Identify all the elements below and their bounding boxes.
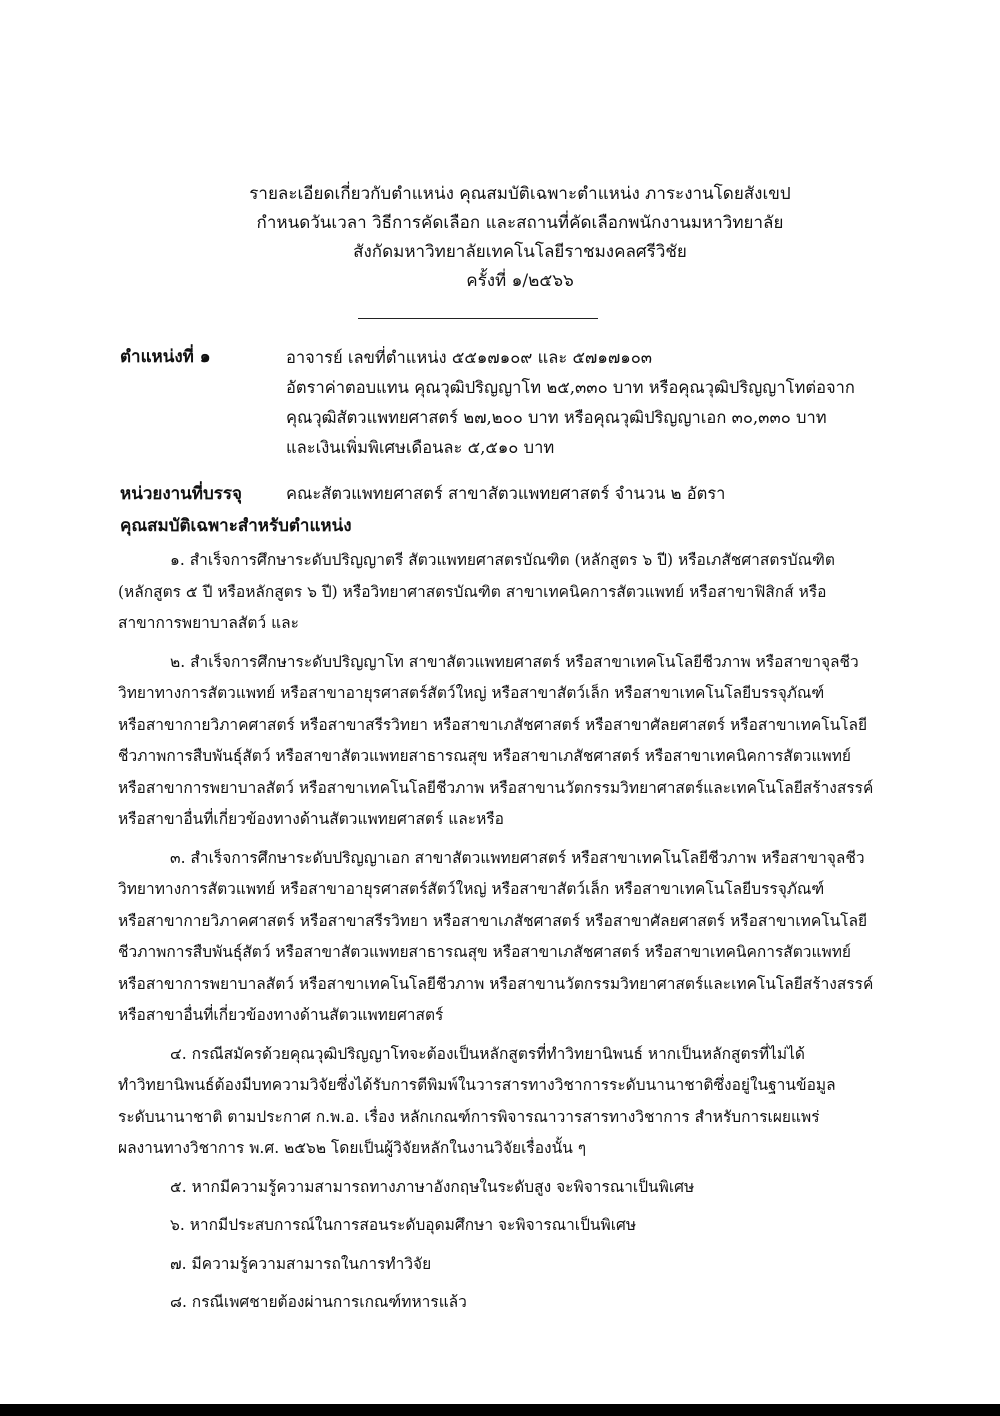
qualifications-heading: คุณสมบัติเฉพาะสำหรับตำแหน่ง: [120, 516, 352, 536]
position-line: คุณวุฒิสัตวแพทยศาสตร์ ๒๗,๒๐๐ บาท หรือคุณวุฒิปริญญาเอก ๓๐,๓๓๐ บาท: [286, 408, 827, 427]
qualification-line: ชีวภาพการสืบพันธุ์สัตว์ หรือสาขาสัตวแพทยสาธารณสุข หรือสาขาเภสัชศาสตร์ หรือสาขาเทคนิคการสัตวแพทย์: [118, 747, 852, 765]
qualification-line: ระดับนานาชาติ ตามประกาศ ก.พ.อ. เรื่อง หลักเกณฑ์การพิจารณาวารสารทางวิชาการ สำหรับการเผยแพร่: [118, 1107, 820, 1126]
title-divider: [358, 318, 598, 319]
position-line: อาจารย์ เลขที่ตำแหน่ง ๕๕๑๗๑๐๙ และ ๕๗๑๗๑๐๓: [286, 348, 653, 367]
qualification-line: ๔. กรณีสมัครด้วยคุณวุฒิปริญญาโทจะต้องเป็นหลักสูตรที่ทำวิทยานิพนธ์ หากเป็นหลักสูตรที่ไม่ได้: [170, 1044, 805, 1063]
qualification-item: [118, 1039, 878, 1165]
title-line: รายละเอียดเกี่ยวกับตำแหน่ง คุณสมบัติเฉพาะตำแหน่ง ภาระงานโดยสังเขป: [249, 184, 791, 204]
qualification-line: ๑. สำเร็จการศึกษาระดับปริญญาตรี สัตวแพทยศาสตรบัณฑิต (หลักสูตร ๖ ปี) หรือเภสัชศาสตรบัณฑิต: [170, 551, 835, 569]
qualification-line: ๕. หากมีความรู้ความสามารถทางภาษาอังกฤษในระดับสูง จะพิจารณาเป็นพิเศษ: [170, 1177, 695, 1196]
qualification-line: หรือสาขาอื่นที่เกี่ยวข้องทางด้านสัตวแพทยศาสตร์ และหรือ: [118, 810, 504, 828]
qualification-item: [118, 647, 878, 836]
qualification-line: ๖. หากมีประสบการณ์ในการสอนระดับอุดมศึกษา จะพิจารณาเป็นพิเศษ: [170, 1216, 637, 1234]
qualification-line: ๗. มีความรู้ความสามารถในการทำวิจัย: [170, 1254, 432, 1273]
scan-border: [0, 1404, 1000, 1416]
document-title: [150, 180, 890, 296]
title-line: กำหนดวันเวลา วิธีการคัดเลือก และสถานที่คัดเลือกพนักงานมหาวิทยาลัย: [256, 213, 784, 233]
position-line: อัตราค่าตอบแทน คุณวุฒิปริญญาโท ๒๕,๓๓๐ บาท หรือคุณวุฒิปริญญาโทต่อจาก: [286, 378, 855, 397]
qualification-item: [118, 1172, 878, 1204]
qualification-item: [118, 1249, 878, 1281]
title-line: สังกัดมหาวิทยาลัยเทคโนโลยีราชมงคลศรีวิชัย: [353, 242, 687, 262]
position-details: [286, 343, 855, 463]
qualification-line: สาขาการพยาบาลสัตว์ และ: [118, 614, 299, 632]
position-label: ตำแหน่งที่ ๑: [120, 347, 211, 367]
qualification-line: หรือสาขากายวิภาคศาสตร์ หรือสาขาสรีรวิทยา หรือสาขาเภสัชศาสตร์ หรือสาขาศัลยศาสตร์ หรือสาขาเทคโนโลยี: [118, 911, 868, 930]
qualification-line: ชีวภาพการสืบพันธุ์สัตว์ หรือสาขาสัตวแพทยสาธารณสุข หรือสาขาเภสัชศาสตร์ หรือสาขาเทคนิคการสัตวแพทย์: [118, 943, 852, 961]
qualification-item: [118, 1210, 878, 1242]
qualification-line: วิทยาทางการสัตวแพทย์ หรือสาขาอายุรศาสตร์สัตว์ใหญ่ หรือสาขาสัตว์เล็ก หรือสาขาเทคโนโลยีบรรจุภัณฑ์: [118, 880, 825, 898]
qualifications-list: [118, 545, 878, 1326]
qualification-line: ๒. สำเร็จการศึกษาระดับปริญญาโท สาขาสัตวแพทยศาสตร์ หรือสาขาเทคโนโลยีชีวภาพ หรือสาขาจุลชีว: [170, 652, 859, 671]
unit-label: หน่วยงานที่บรรจุ: [120, 484, 243, 504]
qualification-item: [118, 843, 878, 1032]
qualification-line: วิทยาทางการสัตวแพทย์ หรือสาขาอายุรศาสตร์สัตว์ใหญ่ หรือสาขาสัตว์เล็ก หรือสาขาเทคโนโลยีบรรจุภัณฑ์: [118, 684, 825, 702]
qualification-line: ๓. สำเร็จการศึกษาระดับปริญญาเอก สาขาสัตวแพทยศาสตร์ หรือสาขาเทคโนโลยีชีวภาพ หรือสาขาจุลชีว: [170, 848, 865, 867]
position-line: และเงินเพิ่มพิเศษเดือนละ ๕,๕๑๐ บาท: [286, 438, 555, 457]
unit-value: คณะสัตวแพทยศาสตร์ สาขาสัตวแพทยศาสตร์ จำนวน ๒ อัตรา: [286, 484, 726, 503]
qualification-line: (หลักสูตร ๕ ปี หรือหลักสูตร ๖ ปี) หรือวิทยาศาสตรบัณฑิต สาขาเทคนิคการสัตวแพทย์ หรือสาขาฟิสิกส์ หรือ: [118, 582, 827, 601]
qualification-line: ผลงานทางวิชาการ พ.ศ. ๒๕๖๒ โดยเป็นผู้วิจัยหลักในงานวิจัยเรื่องนั้น ๆ: [118, 1139, 587, 1157]
qualification-line: หรือสาขากายวิภาคศาสตร์ หรือสาขาสรีรวิทยา หรือสาขาเภสัชศาสตร์ หรือสาขาศัลยศาสตร์ หรือสาขาเทคโนโลยี: [118, 715, 868, 734]
qualification-item: [118, 1287, 878, 1319]
qualification-line: หรือสาขาการพยาบาลสัตว์ หรือสาขาเทคโนโลยีชีวภาพ หรือสาขานวัตกรรมวิทยาศาสตร์และเทคโนโลยีสร้างสรรค์: [118, 974, 874, 993]
title-line: ครั้งที่ ๑/๒๕๖๖: [466, 271, 574, 291]
qualification-line: หรือสาขาการพยาบาลสัตว์ หรือสาขาเทคโนโลยีชีวภาพ หรือสาขานวัตกรรมวิทยาศาสตร์และเทคโนโลยีสร้างสรรค์: [118, 778, 874, 797]
qualification-line: หรือสาขาอื่นที่เกี่ยวข้องทางด้านสัตวแพทยศาสตร์: [118, 1006, 444, 1024]
qualification-item: [118, 545, 878, 640]
qualification-line: ๘. กรณีเพศชายต้องผ่านการเกณฑ์ทหารแล้ว: [170, 1293, 467, 1311]
qualification-line: ทำวิทยานิพนธ์ต้องมีบทความวิจัยซึ่งได้รับการตีพิมพ์ในวารสารทางวิชาการระดับนานาชาติซึ่งอยู่ในฐานข้อมูล: [118, 1076, 836, 1094]
